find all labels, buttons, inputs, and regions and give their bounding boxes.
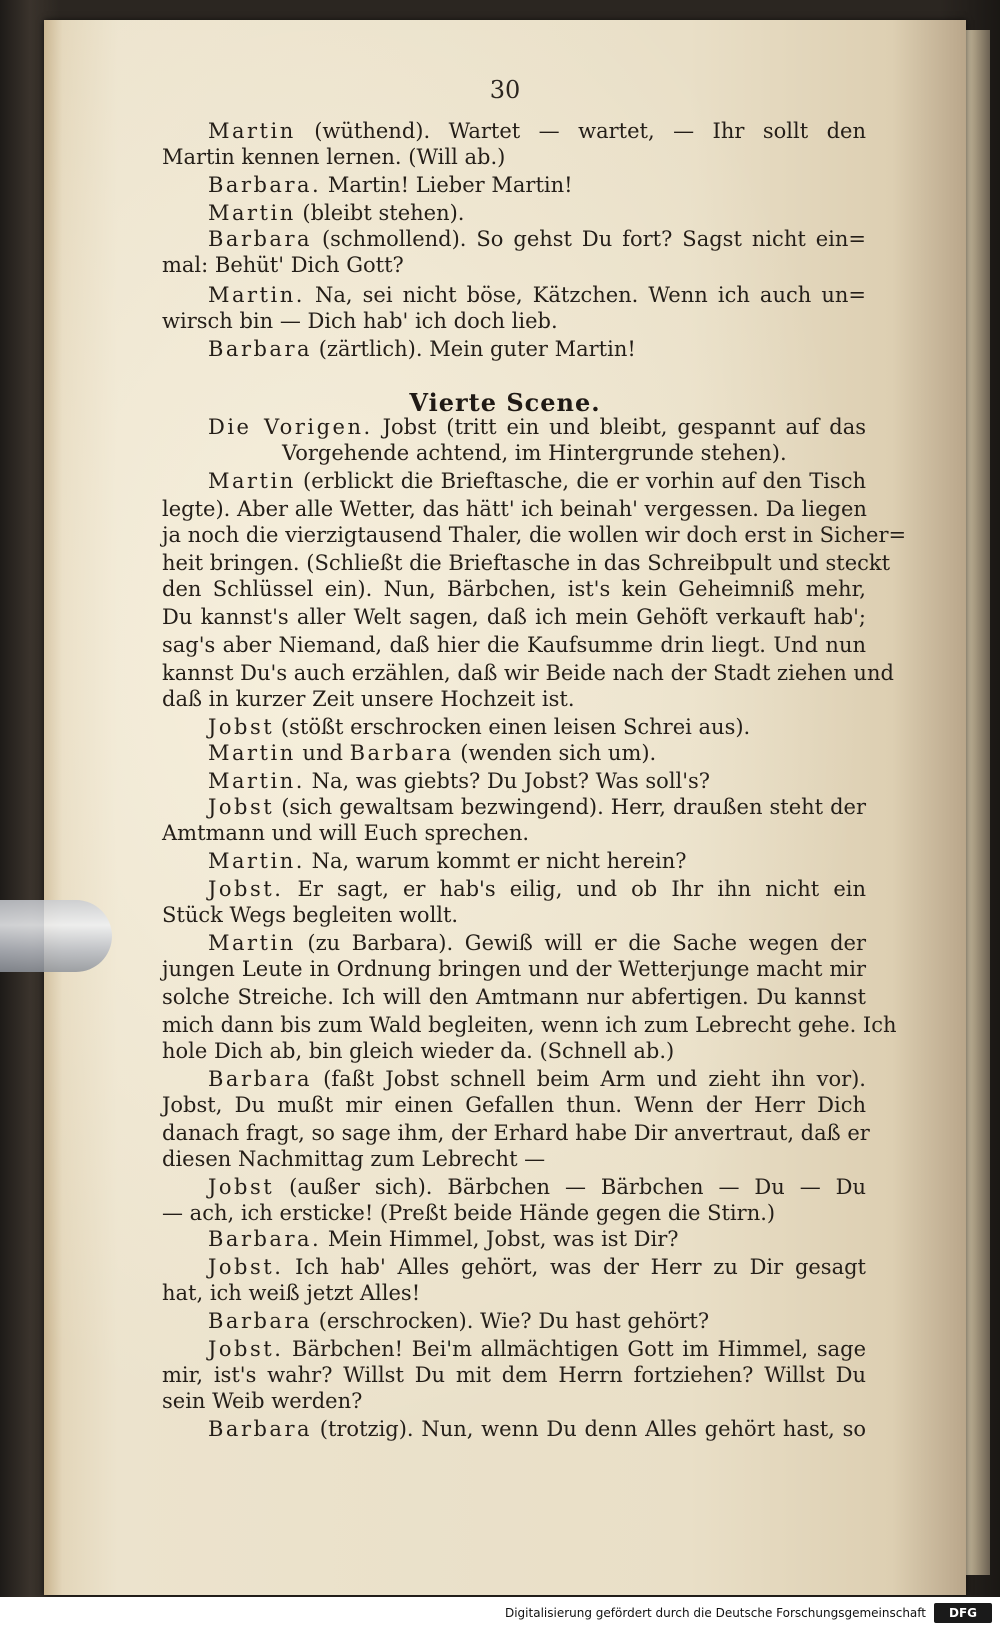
text-run: (zärtlich). Mein guter Martin! — [312, 337, 636, 361]
speaker-name: Martin. — [208, 769, 305, 793]
speaker-name: Martin — [208, 931, 296, 955]
text-run: (wenden sich um). — [453, 741, 657, 765]
text-run: Jobst (tritt ein und bleibt, gespannt auf das — [372, 415, 866, 439]
scene-heading: Vierte Scene. — [409, 388, 601, 417]
speaker-name: Barbara. — [208, 1227, 322, 1251]
scanner-finger — [0, 900, 112, 972]
text-run: Du kannst's aller Welt sagen, daß ich mein Gehöft verkauft hab'; — [162, 605, 866, 629]
text-line — [208, 336, 636, 362]
text-line — [208, 794, 866, 820]
text-line — [162, 660, 894, 686]
text-run: mich dann bis zum Wald begleiten, wenn ich zum Lebrecht gehe. Ich — [162, 1013, 897, 1037]
text-line — [208, 1416, 866, 1442]
speaker-name: Barbara — [208, 227, 313, 251]
book-page — [44, 20, 966, 1595]
speaker-name: Martin. — [208, 849, 305, 873]
text-run: ja noch die vierzigtausend Thaler, die wollen wir doch erst in Sicher= — [162, 523, 907, 547]
text-run: und — [295, 741, 350, 765]
text-line — [162, 956, 866, 982]
text-run: wirsch bin — Dich hab' ich doch lieb. — [162, 309, 558, 333]
text-line — [282, 440, 787, 466]
text-line — [208, 468, 866, 494]
text-run: Stück Wegs begleiten wollt. — [162, 903, 459, 927]
text-line — [162, 984, 866, 1010]
text-line — [208, 714, 750, 740]
text-run: Na, warum kommt er nicht herein? — [304, 849, 687, 873]
text-line — [208, 226, 866, 252]
speaker-name: Barbara. — [208, 173, 322, 197]
text-run: sag's aber Niemand, daß hier die Kaufsumme drin liegt. Und nun — [162, 633, 866, 657]
text-run: (stößt erschrocken einen leisen Schrei aus). — [274, 715, 751, 739]
speaker-name: Barbara — [208, 1067, 313, 1091]
text-run: heit bringen. (Schließt die Brieftasche in das Schreibpult und steckt — [162, 551, 891, 575]
text-line — [208, 1174, 866, 1200]
speaker-name: Jobst. — [208, 1337, 284, 1361]
speaker-name: Martin — [208, 201, 296, 225]
text-run: Er sagt, er hab's eilig, und ob Ihr ihn nicht ein — [283, 877, 866, 901]
text-run: (sich gewaltsam bezwingend). Herr, draußen steht der — [274, 795, 866, 819]
text-line — [208, 172, 573, 198]
page-edge — [964, 30, 990, 1575]
text-run: Martin kennen lernen. (Will ab.) — [162, 145, 506, 169]
text-run: sein Weib werden? — [162, 1389, 363, 1413]
text-run: (bleibt stehen). — [295, 201, 465, 225]
text-run: (erschrocken). Wie? Du hast gehört? — [312, 1309, 710, 1333]
text-line — [162, 632, 866, 658]
text-run: solche Streiche. Ich will den Amtmann nur abfertigen. Du kannst — [162, 985, 866, 1009]
text-line — [162, 1120, 870, 1146]
text-line — [162, 1200, 775, 1226]
text-run: kannst Du's auch erzählen, daß wir Beide nach der Stadt ziehen und — [162, 661, 894, 685]
text-line — [208, 848, 687, 874]
text-run: daß in kurzer Zeit unsere Hochzeit ist. — [162, 687, 575, 711]
text-line — [208, 282, 866, 308]
text-line — [162, 1092, 866, 1118]
text-run: mir, ist's wahr? Willst Du mit dem Herrn fortziehen? Willst Du — [162, 1363, 866, 1387]
text-run: legte). Aber alle Wetter, das hätt' ich beinah' vergessen. Da liegen — [162, 497, 867, 521]
text-line — [208, 1226, 679, 1252]
page-number: 30 — [489, 76, 521, 104]
text-run: Na, was giebts? Du Jobst? Was soll's? — [304, 769, 711, 793]
text-line — [162, 1038, 674, 1064]
text-line — [162, 522, 907, 548]
text-run: Jobst, Du mußt mir einen Gefallen thun. Wenn der Herr Dich — [162, 1093, 866, 1117]
text-line — [162, 1280, 420, 1306]
text-line — [162, 1362, 866, 1388]
text-line — [208, 930, 866, 956]
text-run: Martin! Lieber Martin! — [321, 173, 573, 197]
text-run: (wüthend). Wartet — wartet, — Ihr sollt den — [295, 119, 866, 143]
text-line — [162, 902, 458, 928]
text-run: (zu Barbara). Gewiß will er die Sache wegen der — [295, 931, 866, 955]
text-run: mal: Behüt' Dich Gott? — [162, 253, 404, 277]
text-run: Amtmann und will Euch sprechen. — [162, 821, 530, 845]
text-line — [162, 308, 558, 334]
text-line — [162, 604, 866, 630]
speaker-name: Die Vorigen. — [208, 415, 373, 439]
text-run: danach fragt, so sage ihm, der Erhard habe Dir anvertraut, daß er — [162, 1121, 870, 1145]
speaker-name: Jobst. — [208, 1255, 284, 1279]
speaker-name: Jobst — [208, 795, 275, 819]
speaker-name: Martin. — [208, 283, 305, 307]
dfg-logo: DFG — [934, 1603, 992, 1623]
text-line — [208, 876, 866, 902]
text-run: jungen Leute in Ordnung bringen und der Wetterjunge macht mir — [162, 957, 866, 981]
speaker-name: Jobst — [208, 1175, 275, 1199]
speaker-name: Barbara — [208, 1309, 313, 1333]
text-line — [162, 496, 866, 522]
text-run: Mein Himmel, Jobst, was ist Dir? — [321, 1227, 679, 1251]
text-line — [162, 576, 866, 602]
text-run: Bärbchen! Bei'm allmächtigen Gott im Himmel, sage — [283, 1337, 866, 1361]
text-line — [162, 252, 404, 278]
text-line — [208, 1308, 709, 1334]
text-line — [208, 414, 866, 440]
text-line — [208, 118, 866, 144]
text-run: (trotzig). Nun, wenn Du denn Alles gehört hast, so — [312, 1417, 866, 1441]
text-line — [162, 144, 505, 170]
text-run: den Schlüssel ein). Nun, Bärbchen, ist's kein Geheimniß mehr, — [162, 577, 866, 601]
text-line — [162, 1388, 362, 1414]
text-line — [208, 1336, 866, 1362]
speaker-name: Martin — [208, 119, 296, 143]
footer-credit: Digitalisierung gefördert durch die Deutsche Forschungsgemeinschaft — [504, 1606, 926, 1620]
text-run: diesen Nachmittag zum Lebrecht — — [162, 1147, 546, 1171]
text-line — [208, 1254, 866, 1280]
speaker-name: Jobst. — [208, 877, 284, 901]
text-line — [162, 686, 575, 712]
text-line — [208, 1066, 866, 1092]
text-run: hat, ich weiß jetzt Alles! — [162, 1281, 421, 1305]
text-run: Na, sei nicht böse, Kätzchen. Wenn ich auch un= — [304, 283, 866, 307]
speaker-name: Barbara — [208, 1417, 313, 1441]
text-line — [208, 200, 464, 226]
speaker-name: Barbara — [208, 337, 313, 361]
text-run: (faßt Jobst schnell beim Arm und zieht ihn vor). — [312, 1067, 866, 1091]
text-run: (erblickt die Brieftasche, die er vorhin auf den Tisch — [295, 469, 866, 493]
text-line — [162, 1012, 897, 1038]
speaker-name: Martin — [208, 741, 296, 765]
text-line — [208, 768, 710, 794]
text-run: Ich hab' Alles gehört, was der Herr zu Dir gesagt — [283, 1255, 866, 1279]
text-line — [208, 740, 656, 766]
text-run: Vorgehende achtend, im Hintergrunde stehen). — [282, 441, 787, 465]
text-run: hole Dich ab, bin gleich wieder da. (Schnell ab.) — [162, 1039, 675, 1063]
text-run: — ach, ich ersticke! (Preßt beide Hände gegen die Stirn.) — [162, 1201, 776, 1225]
text-line — [162, 550, 891, 576]
text-run: (außer sich). Bärbchen — Bärbchen — Du — Du — [274, 1175, 866, 1199]
text-run: (schmollend). So gehst Du fort? Sagst nicht ein= — [312, 227, 866, 251]
text-line — [162, 820, 529, 846]
speaker-name: Martin — [208, 469, 296, 493]
text-line — [162, 1146, 545, 1172]
speaker-name: Barbara — [349, 741, 454, 765]
speaker-name: Jobst — [208, 715, 275, 739]
